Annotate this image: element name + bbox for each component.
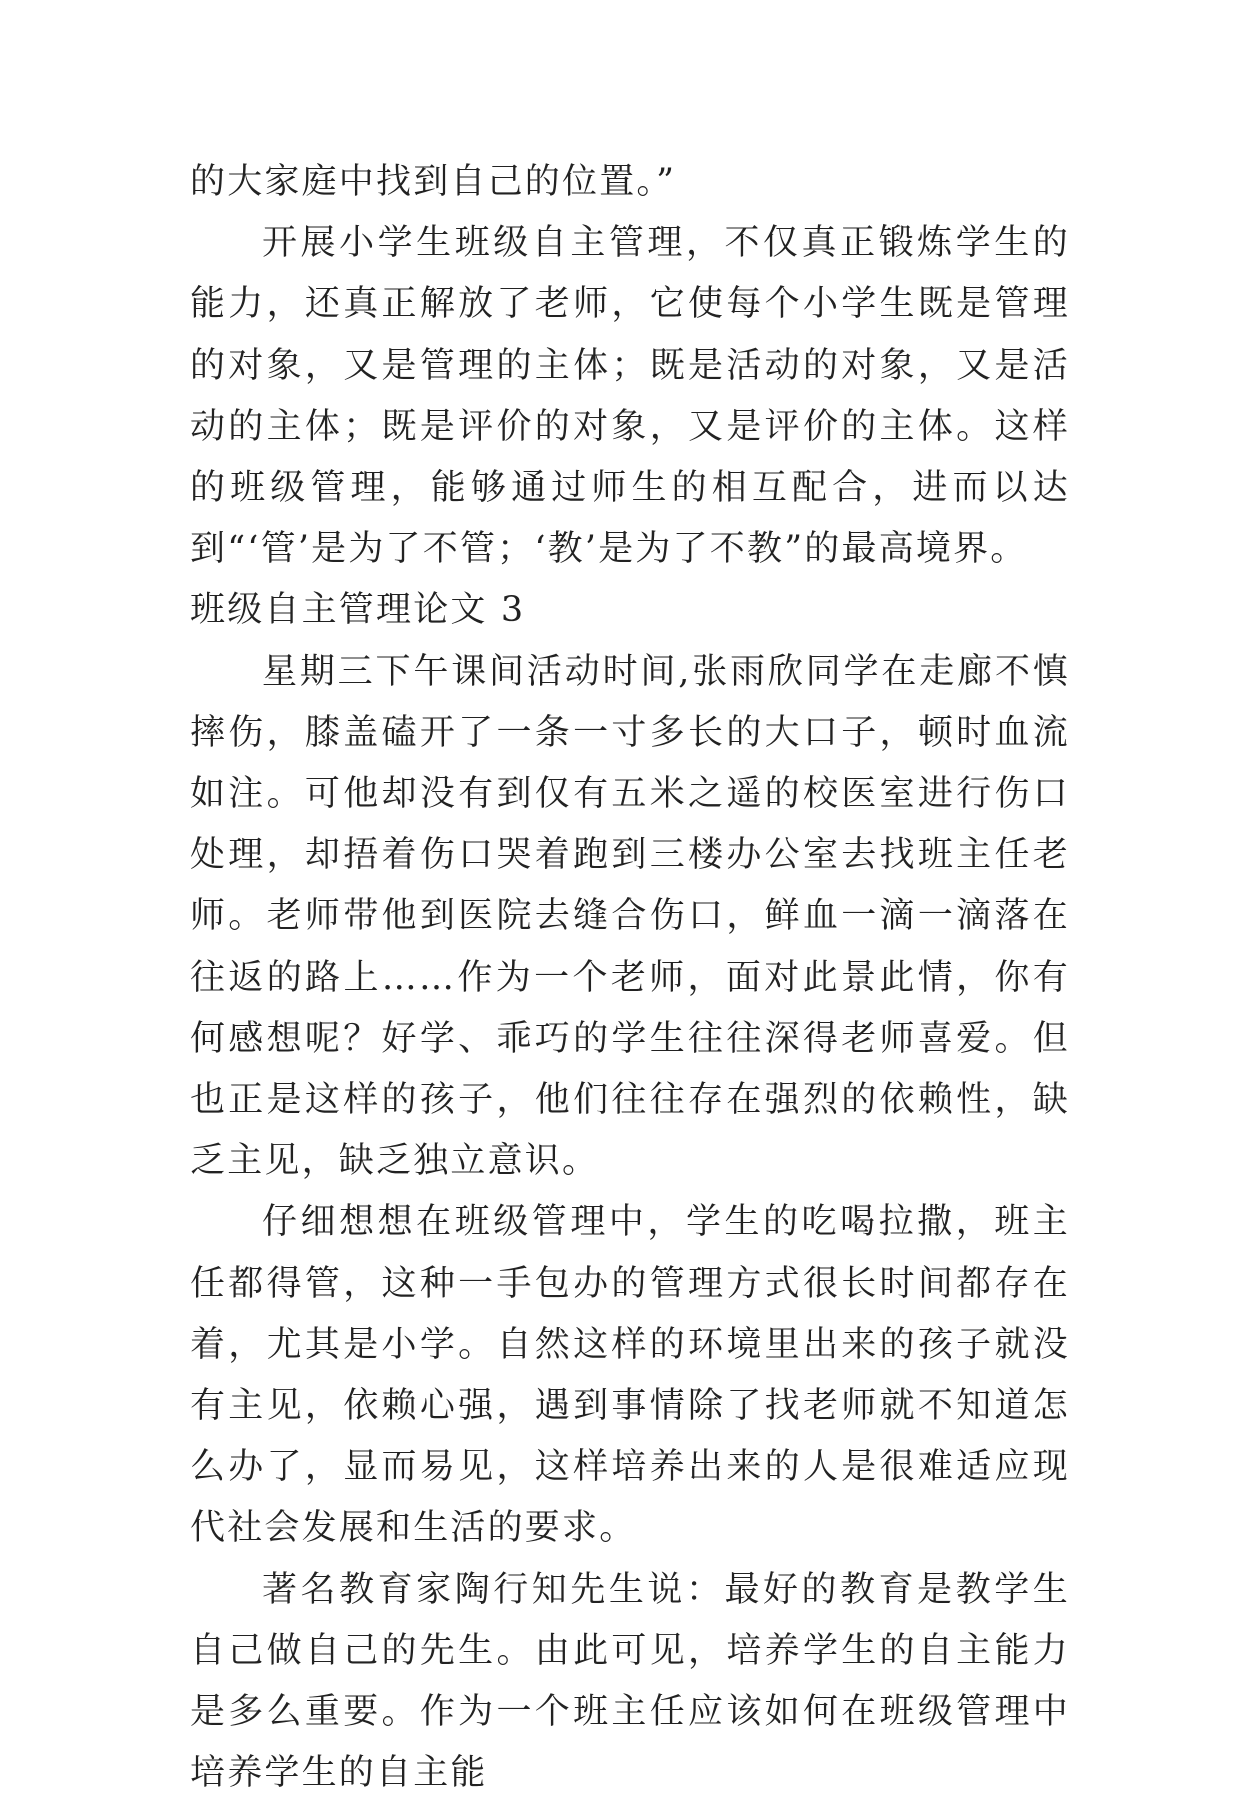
paragraph-continuation: 的大家庭中找到自己的位置。” xyxy=(190,162,677,202)
document-body xyxy=(190,152,1070,1804)
paragraph-reflection: 仔细想想在班级管理中，学生的吃喝拉撒，班主任都得管，这种一手包办的管理方式很长时间都存在着，尤其是小学。自然这样的环境里出来的孩子就没有主见，依赖心强，遇到事情除了找老师就不知道怎么办了，显而易见，这样培养出来的人是很难适应现代社会发展和生活的要求。 xyxy=(190,1202,1070,1549)
paragraph-class-self-management: 开展小学生班级自主管理，不仅真正锻炼学生的能力，还真正解放了老师，它使每个小学生既是管理的对象，又是管理的主体；既是活动的对象，又是活动的主体；既是评价的对象，又是评价的主体。这样的班级管理，能够通过师生的相互配合，进而以达到“‘管’是为了不管；‘教’是为了不教”的最高境界。 xyxy=(190,223,1070,570)
paragraph-incident-story: 星期三下午课间活动时间,张雨欣同学在走廊不慎摔伤，膝盖磕开了一条一寸多长的大口子，顿时血流如注。可他却没有到仅有五米之遥的校医室进行伤口处理，却捂着伤口哭着跑到三楼办公室去找班主任老师。老师带他到医院去缝合伤口，鲜血一滴一滴落在往返的路上……作为一个老师，面对此景此情，你有何感想呢？好学、乖巧的学生往往深得老师喜爱。但也正是这样的孩子，他们往往存在强烈的依赖性，缺乏主见，缺乏独立意识。 xyxy=(190,651,1070,1182)
section-heading: 班级自主管理论文 3 xyxy=(190,590,526,631)
paragraph-tao-xingzhi-quote: 著名教育家陶行知先生说：最好的教育是教学生自己做自己的先生。由此可见，培养学生的自主能力是多么重要。作为一个班主任应该如何在班级管理中培养学生的自主能 xyxy=(190,1569,1070,1794)
